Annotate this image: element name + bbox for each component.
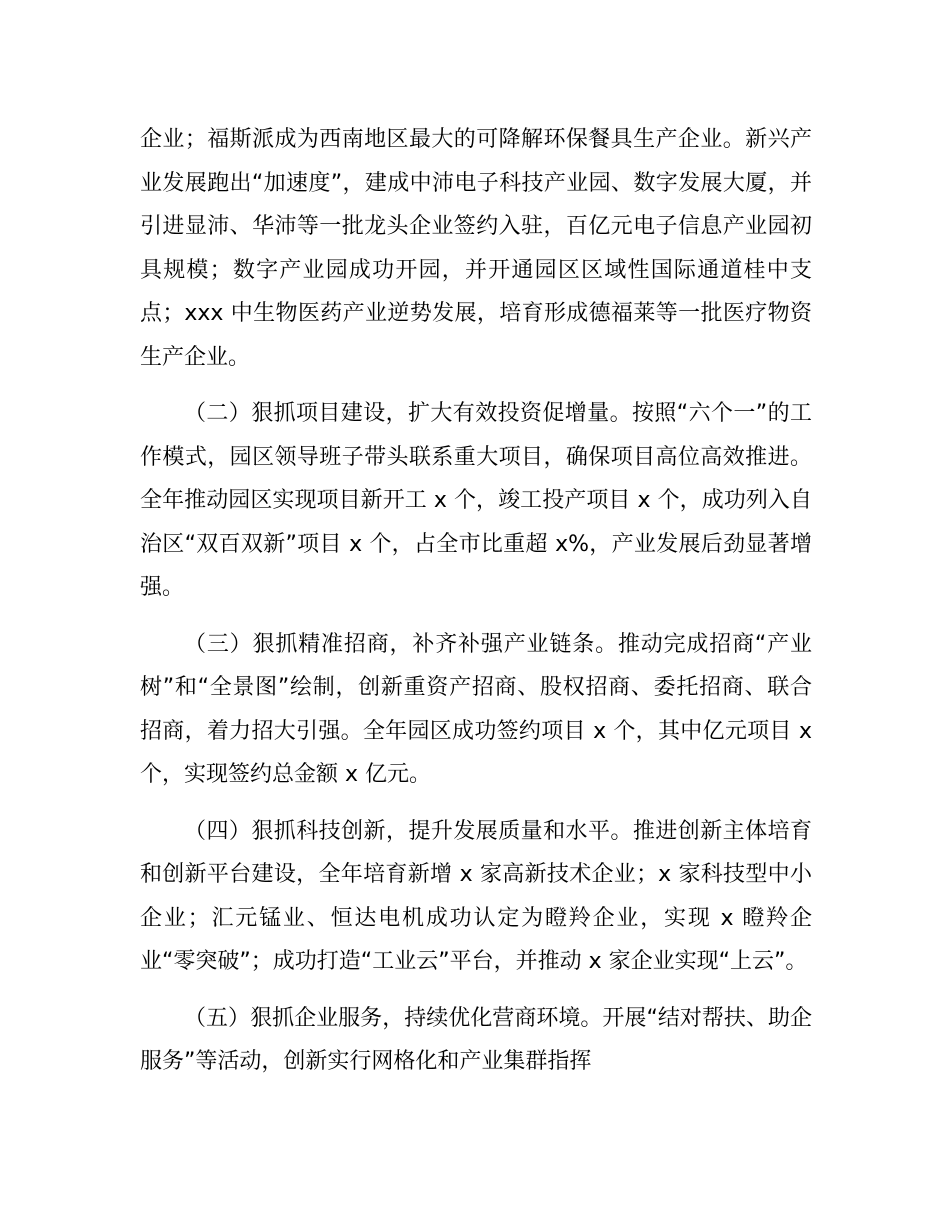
document-body [140,118,812,1097]
paragraph-5: （五）狠抓企业服务，持续优化营商环境。开展“结对帮扶、助企服务”等活动，创新实行网格化和产业集群指挥 [140,1005,812,1074]
paragraph-3: （三）狠抓精准招商，补齐补强产业链条。推动完成招商“产业树”和“全景图”绘制，创新重资产招商、股权招商、委托招商、联合招商，着力招大引强。全年园区成功签约项目 x 个，其中亿元项目 x 个，实现签约总金额 x 亿元。 [140,631,812,787]
paragraph-1: 企业；福斯派成为西南地区最大的可降解环保餐具生产企业。新兴产业发展跑出“加速度”，建成中沛电子科技产业园、数字发展大厦，并引进显沛、华沛等一批龙头企业签约入驻，百亿元电子信息产业园初具规模；数字产业园成功开园，并开通园区区域性国际通道桂中支点；xxx 中生物医药产业逆势发展，培育形成德福莱等一批医疗物资生产企业。 [140,127,812,370]
paragraph-4: （四）狠抓科技创新，提升发展质量和水平。推进创新主体培育和创新平台建设，全年培育新增 x 家高新技术企业；x 家科技型中小企业；汇元锰业、恒达电机成功认定为瞪羚企业，实现 x 瞪羚企业“零突破”；成功打造“工业云”平台，并推动 x 家企业实现“上云”。 [140,818,812,974]
paragraph-2: （二）狠抓项目建设，扩大有效投资促增量。按照“六个一”的工作模式，园区领导班子带头联系重大项目，确保项目高位高效推进。全年推动园区实现项目新开工 x 个，竣工投产项目 x 个，成功列入自治区“双百双新”项目 x 个，占全市比重超 x%，产业发展后劲显著增强。 [140,401,812,600]
